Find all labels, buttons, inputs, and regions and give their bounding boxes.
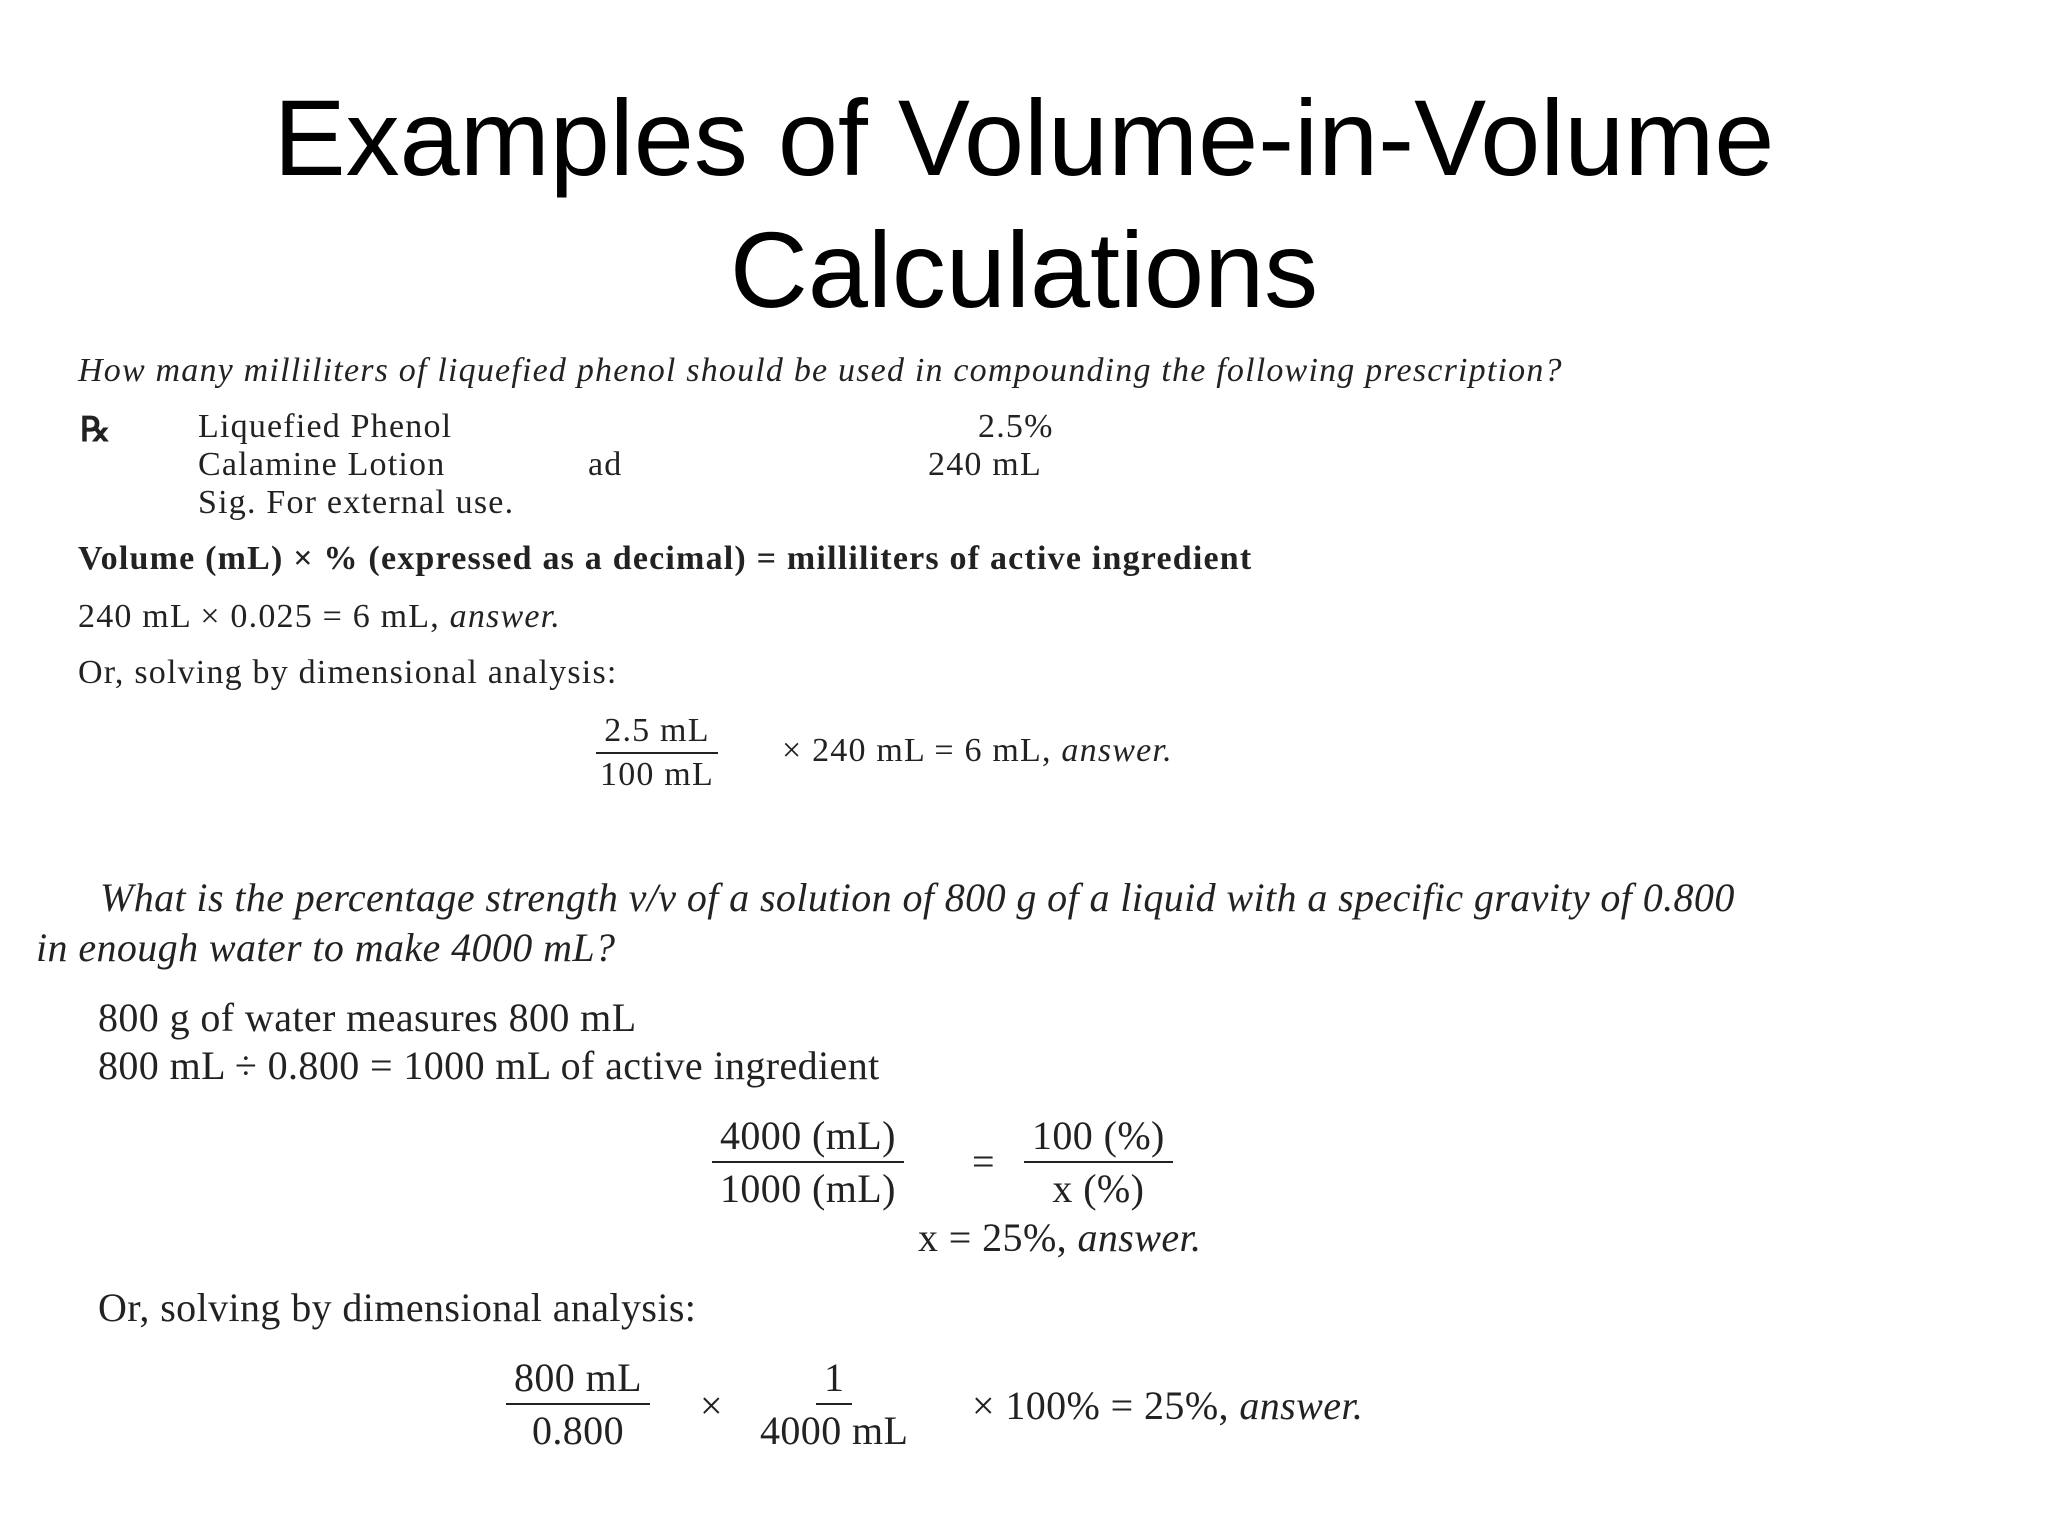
example2-step1: 800 g of water measures 800 mL <box>98 995 637 1040</box>
fraction-denominator: 4000 mL <box>760 1408 909 1453</box>
rx-amount-phenol: 2.5% <box>978 408 1054 445</box>
example2-dim-rest: × 100% = 25%, <box>972 1383 1229 1428</box>
example2-step2: 800 mL ÷ 0.800 = 1000 mL of active ingredient <box>98 1043 880 1088</box>
example1-calc-text: 240 mL × 0.025 = 6 mL, <box>78 598 440 635</box>
example1-dim-rest: × 240 mL = 6 mL, <box>782 732 1052 769</box>
rx-symbol: ℞ <box>80 412 111 449</box>
example1-question: How many milliliters of liquefied phenol should be used in compounding the following prescription? <box>78 352 1563 389</box>
rx-item-phenol: Liquefied Phenol <box>198 408 453 445</box>
fraction-denominator: x (%) <box>1052 1166 1145 1211</box>
fraction-numerator: 100 (%) <box>1024 1112 1173 1163</box>
example2-question-line2: in enough water to make 4000 mL? <box>36 925 616 970</box>
example2-result-text: x = 25%, <box>918 1215 1068 1260</box>
example1-dim-result <box>782 732 1173 770</box>
example1-calc <box>78 598 561 636</box>
example1-dim-answer: answer. <box>1061 732 1173 769</box>
example1-calc-answer: answer. <box>449 598 561 635</box>
fraction-denominator: 100 mL <box>600 756 714 793</box>
example2-dimensional-intro: Or, solving by dimensional analysis: <box>98 1285 697 1330</box>
fraction-denominator: 1000 (mL) <box>720 1166 896 1211</box>
example2-dim-result <box>972 1382 1363 1429</box>
example1-formula: Volume (mL) × % (expressed as a decimal) = milliliters of active ingredient <box>78 540 1253 577</box>
example2-ratio-equals: = <box>972 1139 995 1184</box>
fraction-numerator: 4000 (mL) <box>712 1112 904 1163</box>
example2-ratio-left <box>712 1112 904 1212</box>
rx-sig: Sig. For external use. <box>198 484 515 521</box>
fraction-numerator: 1 <box>816 1354 852 1405</box>
fraction-denominator: 0.800 <box>531 1408 624 1453</box>
title-line-1: Examples of Volume-in-Volume <box>273 77 1775 198</box>
example1-dim-fraction <box>592 712 722 794</box>
example2-dim-fraction-2 <box>752 1354 916 1454</box>
example2-dim-times: × <box>700 1383 723 1428</box>
example2-result <box>918 1214 1201 1261</box>
example1-dimensional-intro: Or, solving by dimensional analysis: <box>78 654 618 691</box>
fraction-numerator: 2.5 mL <box>596 712 717 754</box>
example2-dim-fraction-1 <box>506 1354 650 1454</box>
slide-title <box>0 72 2048 336</box>
fraction-numerator: 800 mL <box>506 1354 650 1405</box>
rx-amount-calamine: 240 mL <box>928 446 1042 483</box>
rx-qualifier-ad: ad <box>588 446 623 483</box>
example2-ratio-right <box>1024 1112 1173 1212</box>
example2-question-line1: What is the percentage strength v/v of a solution of 800 g of a liquid with a specific gravity of 0.800 <box>100 875 1735 920</box>
example2-dim-answer: answer. <box>1239 1383 1364 1428</box>
title-line-2: Calculations <box>729 209 1319 330</box>
rx-item-calamine: Calamine Lotion <box>198 446 446 483</box>
example2-result-answer: answer. <box>1077 1215 1202 1260</box>
